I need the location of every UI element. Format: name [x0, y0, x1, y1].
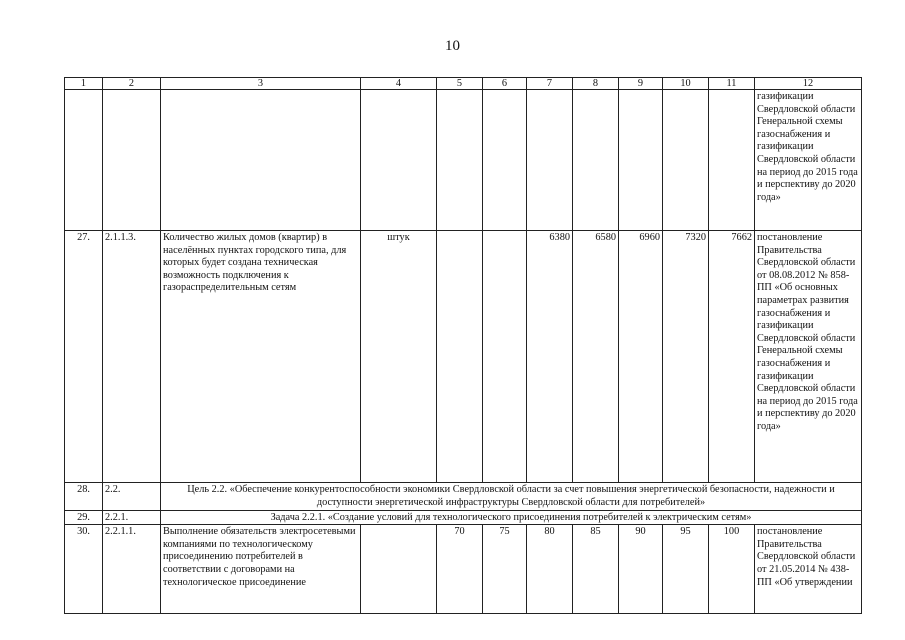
column-header: 11	[709, 78, 755, 90]
cell-unit: штук	[361, 231, 437, 483]
table-row-continuation	[65, 90, 862, 231]
cell-value: 85	[573, 525, 619, 614]
cell-value: 90	[619, 525, 663, 614]
column-header: 1	[65, 78, 103, 90]
cell-value: 6580	[573, 231, 619, 483]
cell-goal-title: Цель 2.2. «Обеспечение конкурентоспособности экономики Свердловской области за счет повышения энергетической безопасности, надежности и доступности энергетической инфраструктуры Свердловской области для потребителей»	[161, 483, 862, 511]
cell-row-number: 28.	[65, 483, 103, 511]
cell-empty	[483, 90, 527, 231]
cell-row-number: 30.	[65, 525, 103, 614]
cell-value: 75	[483, 525, 527, 614]
cell-source-document: газификации Свердловской области Генеральной схемы газоснабжения и газификации Свердловской области на период до 2015 года и перспективу до 2020 года»	[755, 90, 862, 231]
cell-item-code: 2.2.1.1.	[103, 525, 161, 614]
column-header: 9	[619, 78, 663, 90]
cell-value: 95	[663, 525, 709, 614]
cell-row-number: 27.	[65, 231, 103, 483]
column-header: 7	[527, 78, 573, 90]
table-row-28	[65, 483, 862, 511]
cell-value: 6380	[527, 231, 573, 483]
cell-empty	[161, 90, 361, 231]
cell-indicator-name: Выполнение обязательств электросетевыми компаниями по технологическому присоединению потребителей в соответствии с договорами на технологическое присоединение	[161, 525, 361, 614]
page-number: 10	[445, 38, 460, 54]
cell-unit	[361, 525, 437, 614]
cell-value: 6960	[619, 231, 663, 483]
cell-empty	[361, 90, 437, 231]
column-header: 8	[573, 78, 619, 90]
cell-source-document: постановление Правительства Свердловской области от 21.05.2014 № 438-ПП «Об утверждении	[755, 525, 862, 614]
cell-item-code: 2.1.1.3.	[103, 231, 161, 483]
table-row-27	[65, 231, 862, 483]
column-header: 3	[161, 78, 361, 90]
cell-empty	[709, 90, 755, 231]
cell-indicator-name: Количество жилых домов (квартир) в населённых пунктах городского типа, для которых будет создана техническая возможность подключения к газораспределительным сетям	[161, 231, 361, 483]
cell-empty	[437, 90, 483, 231]
cell-task-title: Задача 2.2.1. «Создание условий для технологического присоединения потребителей к электрическим сетям»	[161, 511, 862, 525]
column-header: 5	[437, 78, 483, 90]
cell-value: 80	[527, 525, 573, 614]
cell-empty	[65, 90, 103, 231]
cell-value: 7662	[709, 231, 755, 483]
cell-value	[437, 231, 483, 483]
column-header: 10	[663, 78, 709, 90]
cell-empty	[103, 90, 161, 231]
cell-empty	[573, 90, 619, 231]
cell-value: 100	[709, 525, 755, 614]
indicators-table	[64, 77, 862, 614]
cell-value: 7320	[663, 231, 709, 483]
column-header: 6	[483, 78, 527, 90]
column-header: 2	[103, 78, 161, 90]
cell-empty	[527, 90, 573, 231]
column-header: 4	[361, 78, 437, 90]
column-header: 12	[755, 78, 862, 90]
table-header-row	[65, 78, 862, 90]
cell-value	[483, 231, 527, 483]
cell-value: 70	[437, 525, 483, 614]
table-row-29	[65, 511, 862, 525]
table-row-30	[65, 525, 862, 614]
cell-empty	[663, 90, 709, 231]
cell-item-code: 2.2.	[103, 483, 161, 511]
cell-source-document: постановление Правительства Свердловской области от 08.08.2012 № 858-ПП «Об основных параметрах развития газоснабжения и газификации Свердловской области Генеральной схемы газоснабжения и газификации Свердловской области на период до 2015 года и перспективу до 2020 года»	[755, 231, 862, 483]
cell-empty	[619, 90, 663, 231]
cell-item-code: 2.2.1.	[103, 511, 161, 525]
cell-row-number: 29.	[65, 511, 103, 525]
